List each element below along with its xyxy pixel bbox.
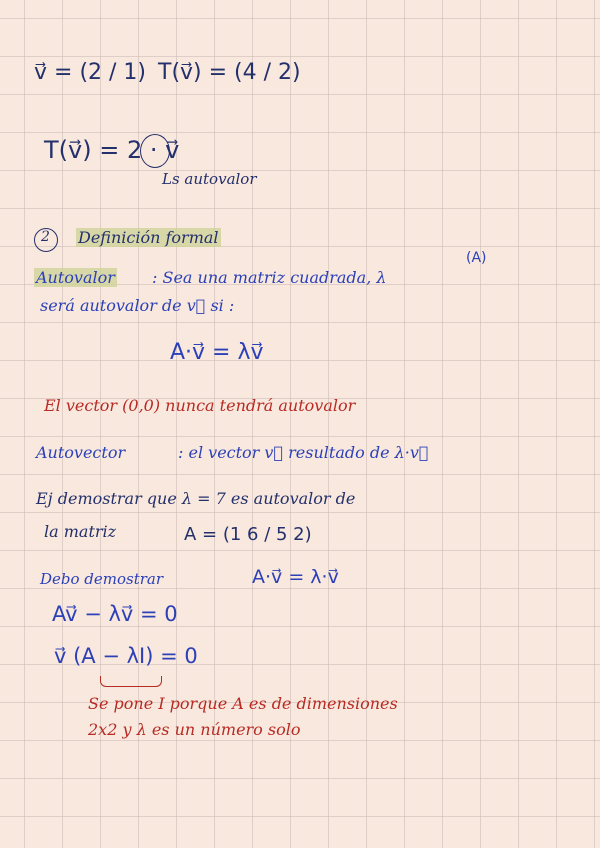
section-title	[76, 228, 221, 247]
autovalor-term-text: Autovalor	[36, 268, 115, 287]
matrix-label: (A)	[466, 250, 487, 266]
zero-vector-note: El vector (0,0) nunca tendrá autovalor	[44, 396, 356, 415]
section-number: 2	[41, 229, 50, 245]
underbrace	[100, 676, 162, 687]
exercise-matrix: A = (1 6 / 5 2)	[184, 524, 312, 545]
exercise-line2: la matriz	[44, 522, 117, 541]
autovalor-definition-line1: : Sea una matriz cuadrada, λ	[152, 268, 387, 287]
identity-note-line1: Se pone I porque A es de dimensiones	[88, 694, 398, 713]
debo-text: Debo demostrar	[40, 570, 164, 588]
autovector-definition: : el vector v⃗ resultado de λ·v⃗	[178, 443, 429, 462]
eigen-equation: T(v⃗) = 2 · v⃗	[44, 136, 180, 164]
autovalor-term	[34, 268, 117, 287]
circled-eigenvalue	[140, 134, 170, 168]
transform-definition: T(v⃗) = (4 / 2)	[158, 60, 301, 85]
eigen-formula: A·v⃗ = λv⃗	[170, 340, 264, 365]
autovector-term: Autovector	[36, 443, 126, 462]
exercise-line1: Ej demostrar que λ = 7 es autovalor de	[36, 489, 356, 508]
vector-definition: v⃗ = (2 / 1)	[34, 60, 146, 85]
section-title-text: Definición formal	[78, 228, 219, 247]
identity-note-line2: 2x2 y λ es un número solo	[88, 720, 301, 739]
autovalor-definition-line2: será autovalor de v⃗ si :	[40, 296, 235, 315]
difference-equation: Av⃗ − λv⃗ = 0	[52, 602, 178, 626]
factored-equation: v⃗ (A − λI) = 0	[54, 644, 198, 668]
debo-equation: A·v⃗ = λ·v⃗	[252, 566, 339, 588]
eigenvalue-note: Ls autovalor	[162, 170, 257, 188]
